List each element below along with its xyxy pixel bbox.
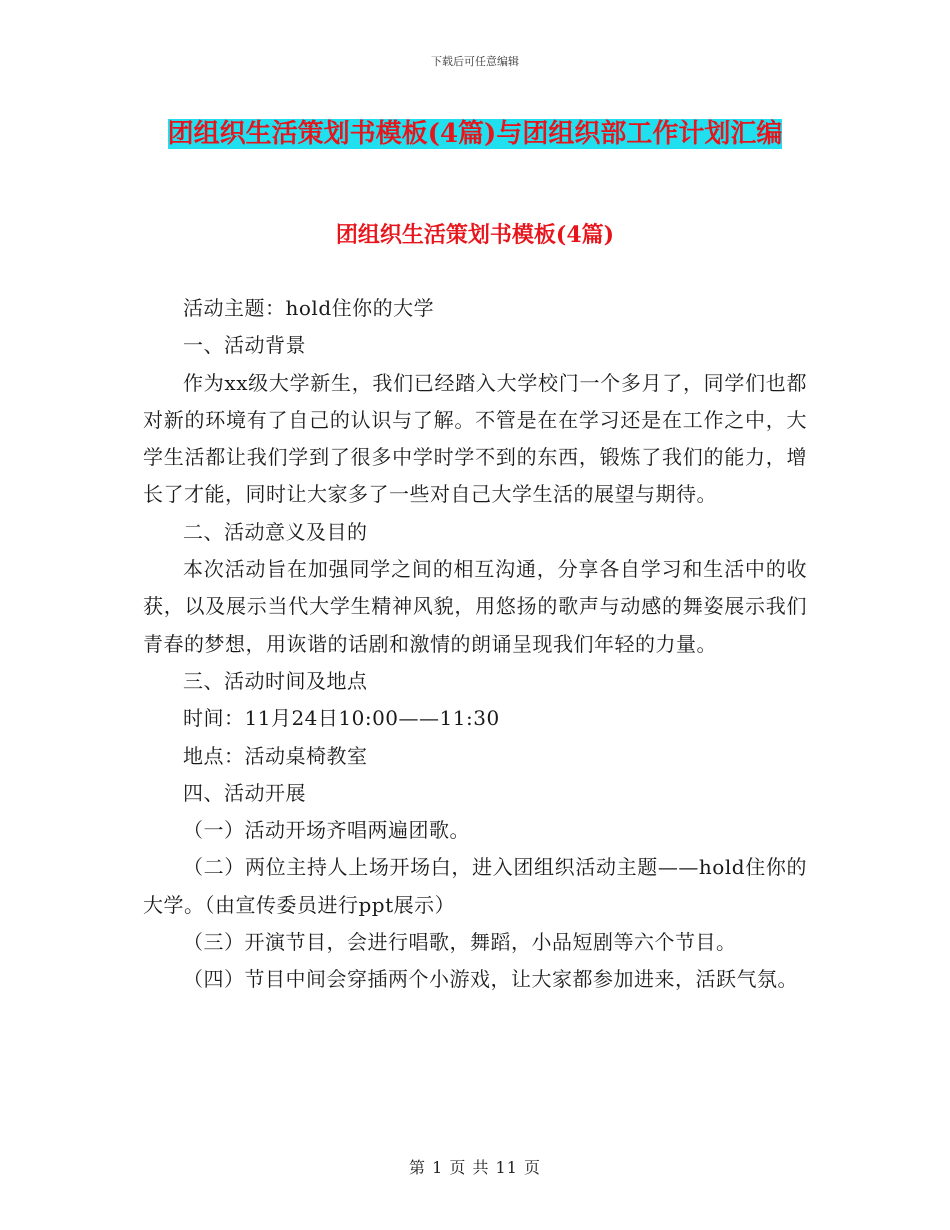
- document-sub-title: 团组织生活策划书模板(4篇): [335, 222, 615, 248]
- heading-background: 一、活动背景: [183, 333, 306, 358]
- paragraph-activity-4: （四）节目中间会穿插两个小游戏，让大家都参加进来，活跃气氛。: [183, 967, 798, 992]
- main-title-highlight: 团组织生活策划书模板(4篇)与团组织部工作计划汇编: [167, 119, 783, 149]
- paragraph-activity-1: （一）活动开场齐唱两遍团歌。: [183, 818, 470, 843]
- paragraph-time: 时间：11月24日10:00——11:30: [183, 706, 500, 731]
- heading-purpose: 二、活动意义及目的: [183, 519, 368, 544]
- paragraph-purpose: 本次活动旨在加强同学之间的相互沟通，分享各自学习和生活中的收获，以及展示当代大学生精神风貌，用悠扬的歌声与动感的舞姿展示我们青春的梦想，用诙谐的话剧和激情的朗诵呈现我们年轻的力量。: [143, 557, 807, 656]
- heading-time-place: 三、活动时间及地点: [183, 668, 368, 693]
- paragraph-background: 作为xx级大学新生，我们已经踏入大学校门一个多月了，同学们也都对新的环境有了自己的认识与了解。不管是在在学习还是在工作之中，大学生活都让我们学到了很多中学时学不到的东西，锻炼了我们的能力，增长了才能，同时让大家多了一些对自己大学生活的展望与期待。: [143, 370, 807, 507]
- page-header-note: 下载后可任意编辑: [431, 55, 519, 68]
- paragraph-place: 地点：活动桌椅教室: [183, 743, 368, 768]
- paragraph-activity-2: （二）两位主持人上场开场白，进入团组织活动主题——hold住你的大学。（由宣传委员进行ppt展示）: [143, 855, 807, 917]
- paragraph-activity-3: （三）开演节目，会进行唱歌，舞蹈，小品短剧等六个节目。: [183, 930, 737, 955]
- document-body: [143, 290, 807, 999]
- heading-activities: 四、活动开展: [183, 780, 306, 805]
- page-number: 第 1 页 共 11 页: [409, 1158, 541, 1177]
- paragraph-theme: 活动主题：hold住你的大学: [183, 296, 435, 320]
- document-main-title: [143, 108, 807, 160]
